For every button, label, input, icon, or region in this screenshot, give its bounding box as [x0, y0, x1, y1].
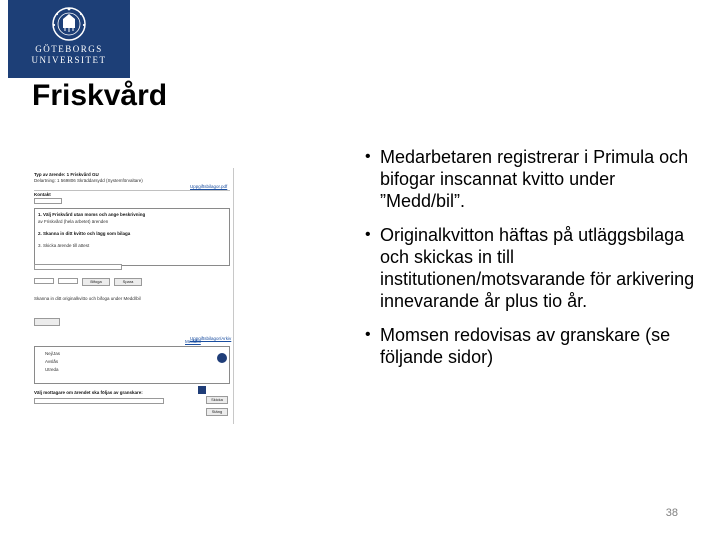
- screenshot-bottom-label: Välj mottagare om ärendet ska följas av granskare:: [34, 390, 143, 395]
- screenshot-instruction-1: 1. Välj Friskvård utan moms och ange beskrivning: [38, 212, 146, 217]
- screenshot-radio-1: Nej/Jas: [45, 351, 61, 356]
- bullet-list: [362, 146, 702, 380]
- screenshot-detail-line: Delartning: 1 569806 Skräddarsydd (Systemförvaltare): [34, 178, 143, 183]
- screenshot-close-button: Stäng: [206, 408, 228, 416]
- screenshot-radio-3: Utreda: [45, 367, 59, 372]
- screenshot-field-label: Kontakt: [34, 192, 51, 197]
- screenshot-attachment-link: Uppgiftsbilagor.pdf: [190, 184, 228, 189]
- screenshot-field-select: [34, 198, 62, 204]
- screenshot-link-medd: Meddbil: [185, 339, 201, 344]
- bullet-item: • Medarbetaren registrerar i Primula och bifogar inscannat kvitto under ”Medd/bil”.: [362, 146, 702, 212]
- bullet-item: • Originalkvitton häftas på utläggsbilaga och skickas in till institutionen/motsvarande för arkivering innevarande år plus tio år.: [362, 224, 702, 312]
- screenshot-radio-box: [34, 339, 230, 384]
- screenshot-button-1: Bifoga: [82, 278, 110, 286]
- logo-text-line2: UNIVERSITET: [31, 55, 107, 65]
- crest-icon: [8, 0, 130, 44]
- screenshot-send-button: Skicka: [206, 396, 228, 404]
- screenshot-select-a: [34, 264, 122, 270]
- screenshot-instruction-box: [34, 208, 230, 266]
- screenshot-button-2: Spara: [114, 278, 142, 286]
- screenshot-input-b: [58, 278, 78, 284]
- screenshot-bottom-select: [34, 398, 164, 404]
- screenshot-instruction-4: 3. Skicka ärende till attest: [38, 243, 90, 248]
- screenshot-instruction-3: 2. Skanna in ditt kvitto och lägg som bilaga: [38, 231, 131, 236]
- university-logo: [8, 0, 130, 78]
- logo-text-line1: GÖTEBORGS: [35, 44, 103, 54]
- screenshot-globe-icon: [217, 353, 227, 363]
- screenshot-type-line: Typ av ärende: 1 Friskvård GU: [34, 172, 99, 177]
- screenshot-note: Skanna in ditt originalkvitto och bifoga under Medd/bil: [34, 296, 141, 301]
- screenshot-divider: [34, 190, 230, 191]
- slide-title: Friskvård: [32, 79, 168, 112]
- screenshot-instruction-2: av Friskvård (hela arbetet) ärenden: [38, 219, 109, 224]
- screenshot-radio-2: Avslås: [45, 359, 59, 364]
- screenshot-send-icon: [198, 386, 206, 394]
- screenshot-button-3: [34, 318, 60, 326]
- bullet-item: • Momsen redovisas av granskare (se följande sidor): [362, 324, 702, 368]
- primula-screenshot: [30, 168, 234, 424]
- screenshot-link-archive: Uppgiftsbilagor/Arkiv: [190, 336, 232, 341]
- screenshot-input-a: [34, 278, 54, 284]
- page-number: 38: [665, 507, 678, 519]
